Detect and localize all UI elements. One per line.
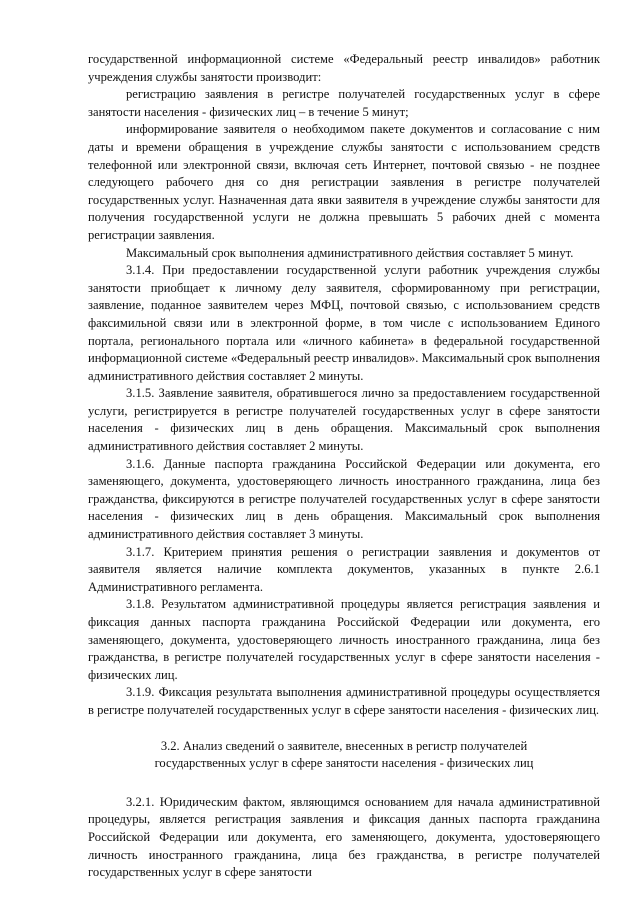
document-page [88,51,600,882]
paragraph-3-1-9: 3.1.9. Фиксация результата выполнения административной процедуры осуществляется в регистре получателей государственных услуг в сфере занятости населения - физических лиц. [88,685,600,717]
paragraph-informing: информирование заявителя о необходимом пакете документов и согласование с ним даты и времени обращения в учреждение службы занятости с использованием средств телефонной или электронной связи, включая сеть Интернет, почтовой связью - не позднее следующего рабочего дня со дня регистрации заявления в регистре получателей государственных услуг. Назначенная дата явки заявителя в учреждение службы занятости для получения государственной услуги не должна превышать 5 рабочих дней с момента регистрации заявления. [88,122,600,242]
paragraph-3-1-7: 3.1.7. Критерием принятия решения о регистрации заявления и документов от заявителя является наличие комплекта документов, указанных в пункте 2.6.1 Административного регламента. [88,544,600,594]
section-heading-line-1: 3.2. Анализ сведений о заявителе, внесенных в регистр получателей [160,738,528,753]
paragraph-max-term: Максимальный срок выполнения административного действия составляет 5 минут. [126,245,574,260]
paragraph-3-2-1: 3.2.1. Юридическим фактом, являющимся основанием для начала административной процедуры, является регистрация заявления и фиксация данных паспорта гражданина Российской Федерации или документа, его заменяющего, документа, удостоверяющего личность иностранного гражданина, лица без гражданства, в регистре получателей государственных услуг в сфере занятости [88,794,600,880]
paragraph-3-1-5: 3.1.5. Заявление заявителя, обратившегося лично за предоставлением государственной услуги, регистрируется в регистре получателей государственных услуг в сфере занятости населения - физических лиц в день обращения. Максимальный срок выполнения административного действия составляет 2 минуты. [88,386,600,454]
section-heading-line-2: государственных услуг в сфере занятости населения - физических лиц [154,756,534,771]
paragraphs-before [88,51,600,720]
paragraph-registry-intro: государственной информационной системе «Федеральный реестр инвалидов» работник учреждения службы занятости производит: [88,52,600,84]
paragraph-3-1-8: 3.1.8. Результатом административной процедуры является регистрация заявления и фиксация данных паспорта гражданина Российской Федерации или документа, его заменяющего, документа, удостоверяющего личность иностранного гражданина, лица без гражданства, в регистре получателей государственных услуг в сфере занятости населения - физических лиц. [88,597,600,682]
paragraphs-after [88,794,600,882]
paragraph-3-1-4: 3.1.4. При предоставлении государственной услуги работник учреждения службы занятости приобщает к личному делу заявителя, сформированному при регистрации, заявление, поданное заявителем через МФЦ, почтовой связью, с использованием средств факсимильной связи или в электронной форме, в том числе с использованием Единого портала, регионального портала или «личного кабинета» в федеральной государственной информационной системе «Федеральный реестр инвалидов». Максимальный срок выполнения административного действия составляет 2 минуты. [88,263,600,383]
section-heading [88,738,600,773]
paragraph-registration: регистрацию заявления в регистре получателей государственных услуг в сфере занятости населения - физических лиц – в течение 5 минут; [88,87,600,119]
paragraph-3-1-6: 3.1.6. Данные паспорта гражданина Российской Федерации или документа, его заменяющего, документа, удостоверяющего личность иностранного гражданина, лица без гражданства, фиксируются в регистре получателей государственных услуг в сфере занятости населения - физических лиц в день обращения. Максимальный срок выполнения административного действия составляет 3 минуты. [88,456,600,542]
